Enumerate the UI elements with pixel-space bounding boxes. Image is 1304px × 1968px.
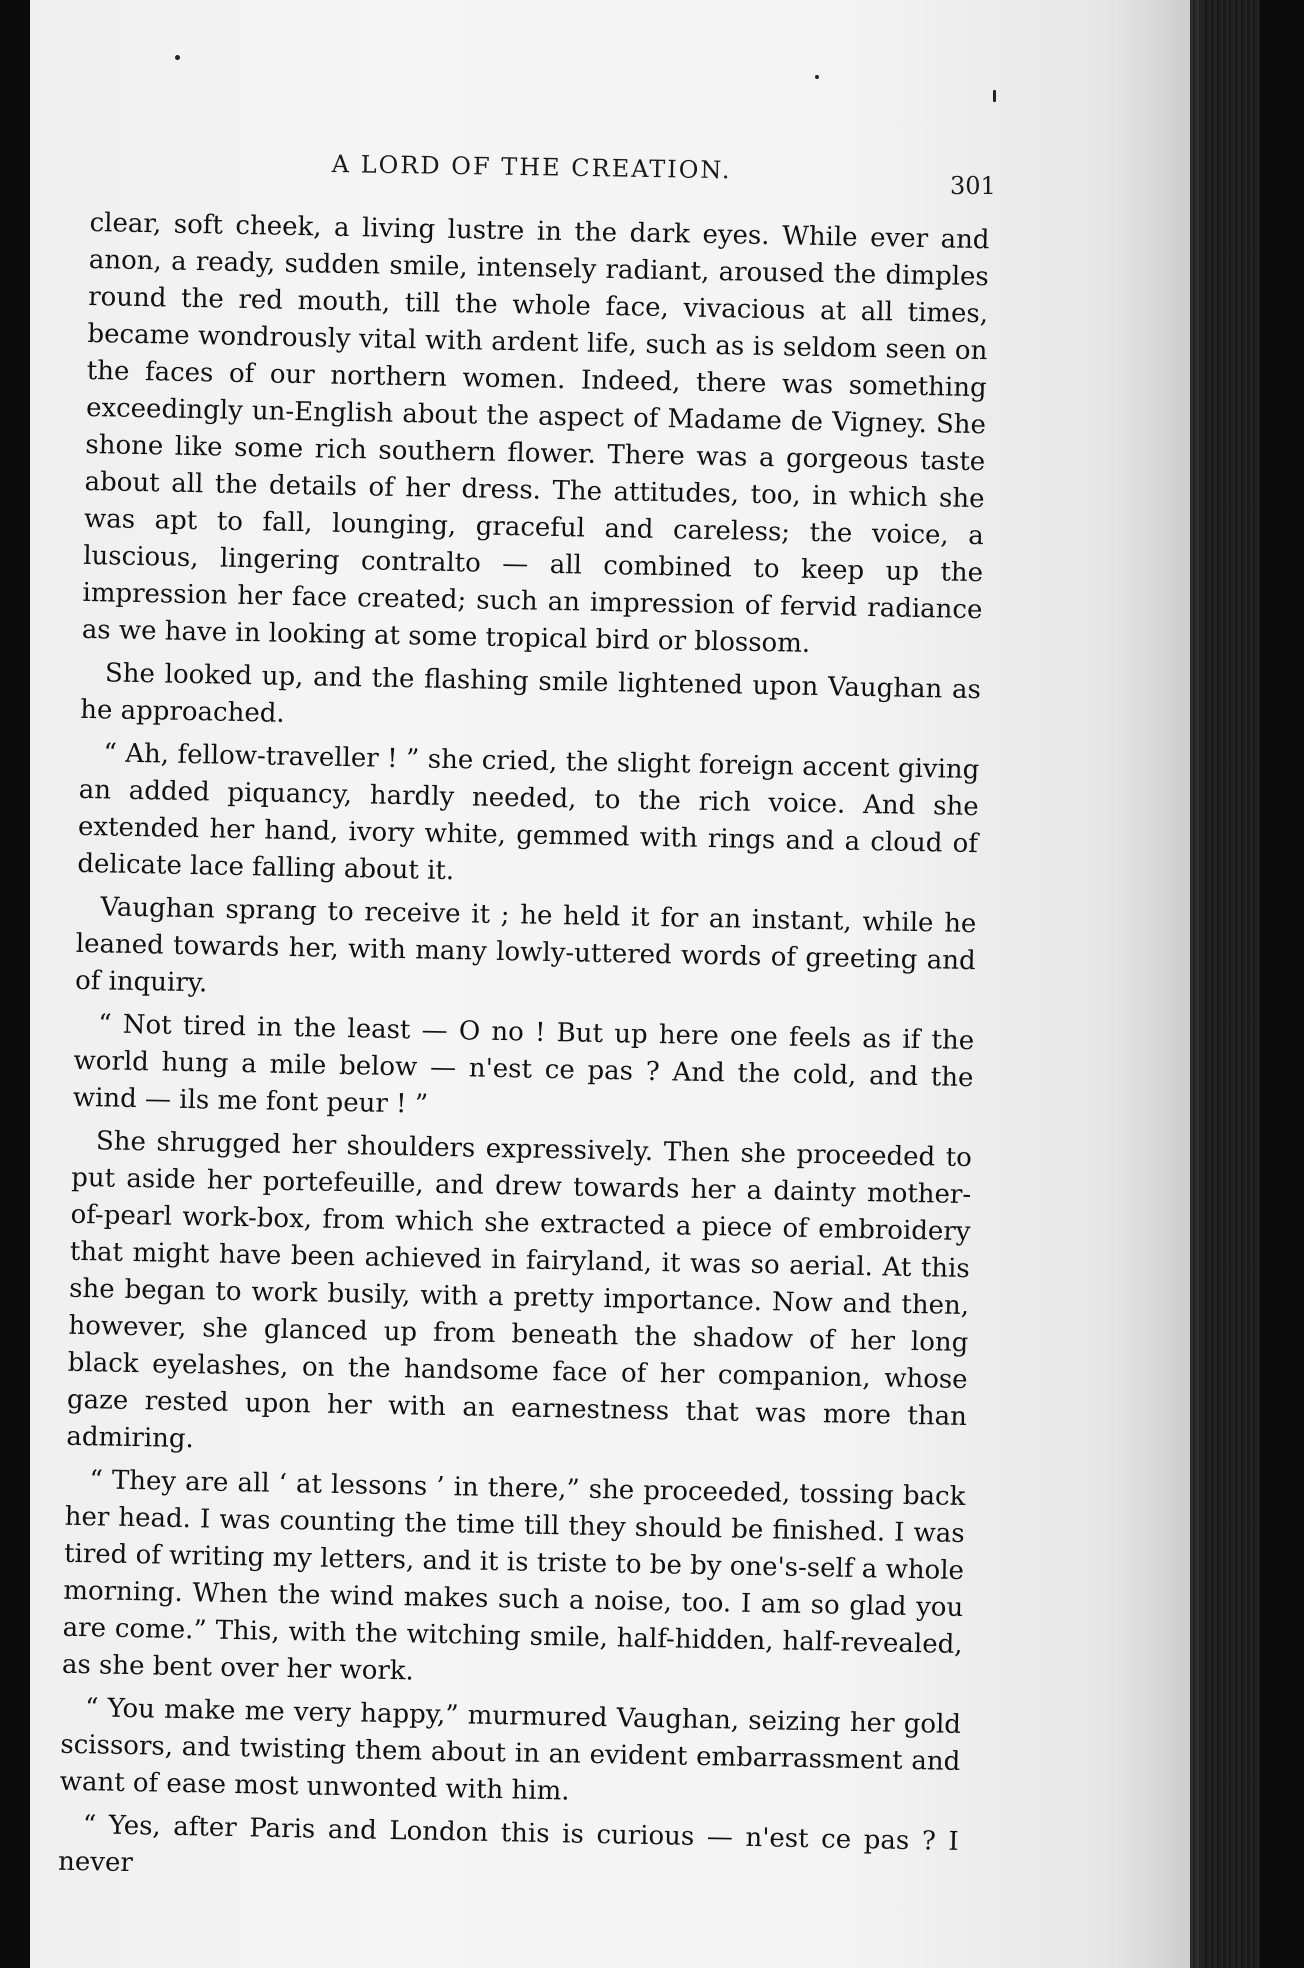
body-text [58,205,990,1904]
paragraph-5: “ Not tired in the least — O no ! But up here one feels as if the world hung a mile below — n'est ce pas ? And the cold, and the wind — ils me font peur ! ” [72,1009,975,1120]
page-edge-shadow [1190,0,1260,1968]
paragraph-9: “ Yes, after Paris and London this is curious — n'est ce pas ? I never [57,1810,960,1879]
page-paper [30,0,1202,1968]
running-head: A LORD OF THE CREATION. [331,150,732,185]
scan-speck [175,55,180,60]
paragraph-8: “ You make me very happy,” murmured Vaughan, seizing her gold scissors, and twisting them about in an evident embarrassment and want of ease most unwonted with him. [59,1693,962,1807]
page-number: 301 [950,172,996,200]
paragraph-4: Vaughan sprang to receive it ; he held it for an instant, while he leaned towards her, with many lowly-uttered words of greeting and of inquiry. [74,892,977,999]
paragraph-6: She shrugged her shoulders expressively. Then she proceeded to put aside her portefeuille, and drew towards her a dainty mother-of-pearl work-box, from which she extracted a piece of embroidery that might have been achieved in fairyland, it was so aerial. At this she began to work busily, with a pretty importance. Now and then, however, she glanced up from beneath the shadow of her long black eyelashes, on the handsome face of her companion, whose gaze rested upon her with an earnestness that was more than admiring. [66,1126,973,1455]
scan-speck [993,90,996,102]
paragraph-1: clear, soft cheek, a living lustre in the dark eyes. While ever and anon, a ready, sudden smile, intensely radiant, aroused the dimples round the red mouth, till the whole face, vivacious at all times, became wondrously vital with ardent life, such as is seldom seen on the faces of our northern women. Indeed, there was something exceedingly un-English about the aspect of Madame de Vigney. She shone like some rich southern flower. There was a gorgeous taste about all the details of her dress. The attitudes, too, in which she was apt to fall, lounging, graceful and careless; the voice, a luscious, lingering contralto — all combined to keep up the impression her face created; such an impression of fervid radiance as we have in looking at some tropical bird or blossom. [81,207,990,659]
paragraph-2: She looked up, and the flashing smile lightened upon Vaughan as he approached. [80,658,982,729]
paragraph-3: “ Ah, fellow-traveller ! ” she cried, the slight foreign accent giving an added piquancy, hardly needed, to the rich voice. And she extended her hand, ivory white, gemmed with rings and a cloud of delicate lace falling about it. [77,738,980,887]
paragraph-7: “ They are all ‘ at lessons ’ in there,” she proceeded, tossing back her head. I was counting the time till they should be finished. I was tired of writing my letters, and it is triste to be by one's-self a whole morning. When the wind makes such a noise, too. I am so glad you are come.” This, with the witching smile, half-hidden, half-revealed, as she bent over her work. [61,1465,966,1687]
scan-speck [815,75,819,79]
